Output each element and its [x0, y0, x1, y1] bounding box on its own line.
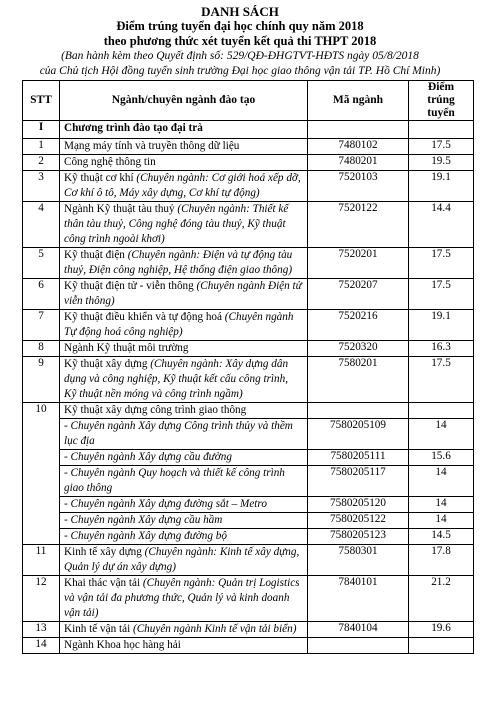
sub-row: - Chuyên ngành Xây dựng Công trình thủy và thềm lục địa 7580205109 14: [23, 419, 474, 450]
document-note-1: (Ban hành kèm theo Quyết định số: 529/QĐ-ĐHGTVT-HĐTS ngày 05/8/2018: [61, 50, 419, 62]
sub-row: - Chuyên ngành Xây dựng đường bộ 7580205123 14.5: [23, 529, 474, 545]
sub-row: - Chuyên ngành Quy hoạch và thiết kế công trình giao thông 7580205117 14: [23, 466, 474, 497]
section-stt: I: [23, 121, 60, 139]
table-row: 10 Kỹ thuật xây dựng công trình giao thông: [23, 403, 474, 419]
sub-row: - Chuyên ngành Xây dựng cầu đường 7580205111 15.6: [23, 450, 474, 466]
header-stt: STT: [23, 81, 60, 121]
admission-score-table: [22, 80, 474, 654]
table-row: 3 Kỹ thuật cơ khí (Chuyên ngành: Cơ giới hoá xếp dỡ, Cơ khí ô tô, Máy xây dựng, Cơ khí tự động) 7520103 19.1: [23, 171, 474, 202]
document-subtitle-2: theo phương thức xét tuyển kết quả thi THPT 2018: [103, 34, 377, 48]
header-code: Mã ngành: [308, 81, 409, 121]
header-score: Điểm trúng tuyển: [409, 81, 474, 121]
table-row: 6 Kỹ thuật điện tử - viễn thông (Chuyên ngành Điện tử viễn thông) 7520207 17.5: [23, 279, 474, 310]
table-row: 12 Khai thác vận tải (Chuyên ngành: Quản trị Logistics và vận tải đa phương thức, Quản lý và kinh doanh vận tải) 7840101 21.2: [23, 576, 474, 622]
table-header-row: [23, 81, 474, 121]
table-row: 8 Ngành Kỹ thuật môi trường 7520320 16.3: [23, 341, 474, 357]
sub-row: - Chuyên ngành Xây dựng đường sắt – Metro 7580205120 14: [23, 497, 474, 513]
sub-row: - Chuyên ngành Xây dựng cầu hầm 7580205122 14: [23, 513, 474, 529]
table-row: 14 Ngành Khoa học hàng hải: [23, 638, 474, 654]
document-header: [0, 0, 480, 79]
table-row: 11 Kinh tế xây dựng (Chuyên ngành: Kinh tế xây dựng, Quản lý dự án xây dựng) 7580301 17.8: [23, 545, 474, 576]
table-row: 4 Ngành Kỹ thuật tàu thuỷ (Chuyên ngành: Thiết kế thân tàu thuỷ, Công nghệ đóng tàu thuỷ, Kỹ thuật công trình ngoài khơi) 7520122 14.4: [23, 202, 474, 248]
table-row: 13 Kinh tế vận tải (Chuyên ngành Kinh tế vận tải biển) 7840104 19.6: [23, 622, 474, 638]
table-row: 5 Kỹ thuật điện (Chuyên ngành: Điện và tự động tàu thuỷ, Điện công nghiệp, Hệ thống điện giao thông) 7520201 17.5: [23, 248, 474, 279]
table-row: 2 Công nghệ thông tin 7480201 19.5: [23, 155, 474, 171]
document-title: DANH SÁCH: [201, 4, 279, 19]
document-subtitle-1: Điểm trúng tuyển đại học chính quy năm 2018: [116, 19, 364, 33]
header-name: Ngành/chuyên ngành đào tạo: [60, 81, 308, 121]
table-row: 9 Kỹ thuật xây dựng (Chuyên ngành: Xây dựng dân dụng và công nghiệp, Kỹ thuật kết cấu công trình, Kỹ thuật nền móng và công trình ngầm) 7580201 17.5: [23, 357, 474, 403]
section-row: [23, 121, 474, 139]
table-row: 1 Mạng máy tính và truyền thông dữ liệu 7480102 17.5: [23, 139, 474, 155]
section-name: Chương trình đào tạo đại trà: [60, 121, 308, 139]
table-row: 7 Kỹ thuật điều khiển và tự động hoá (Chuyên ngành Tự động hoá công nghiệp) 7520216 19.1: [23, 310, 474, 341]
document-note-2: của Chủ tịch Hội đồng tuyển sinh trường Đại học giao thông vận tải TP. Hồ Chí Minh): [39, 65, 441, 77]
